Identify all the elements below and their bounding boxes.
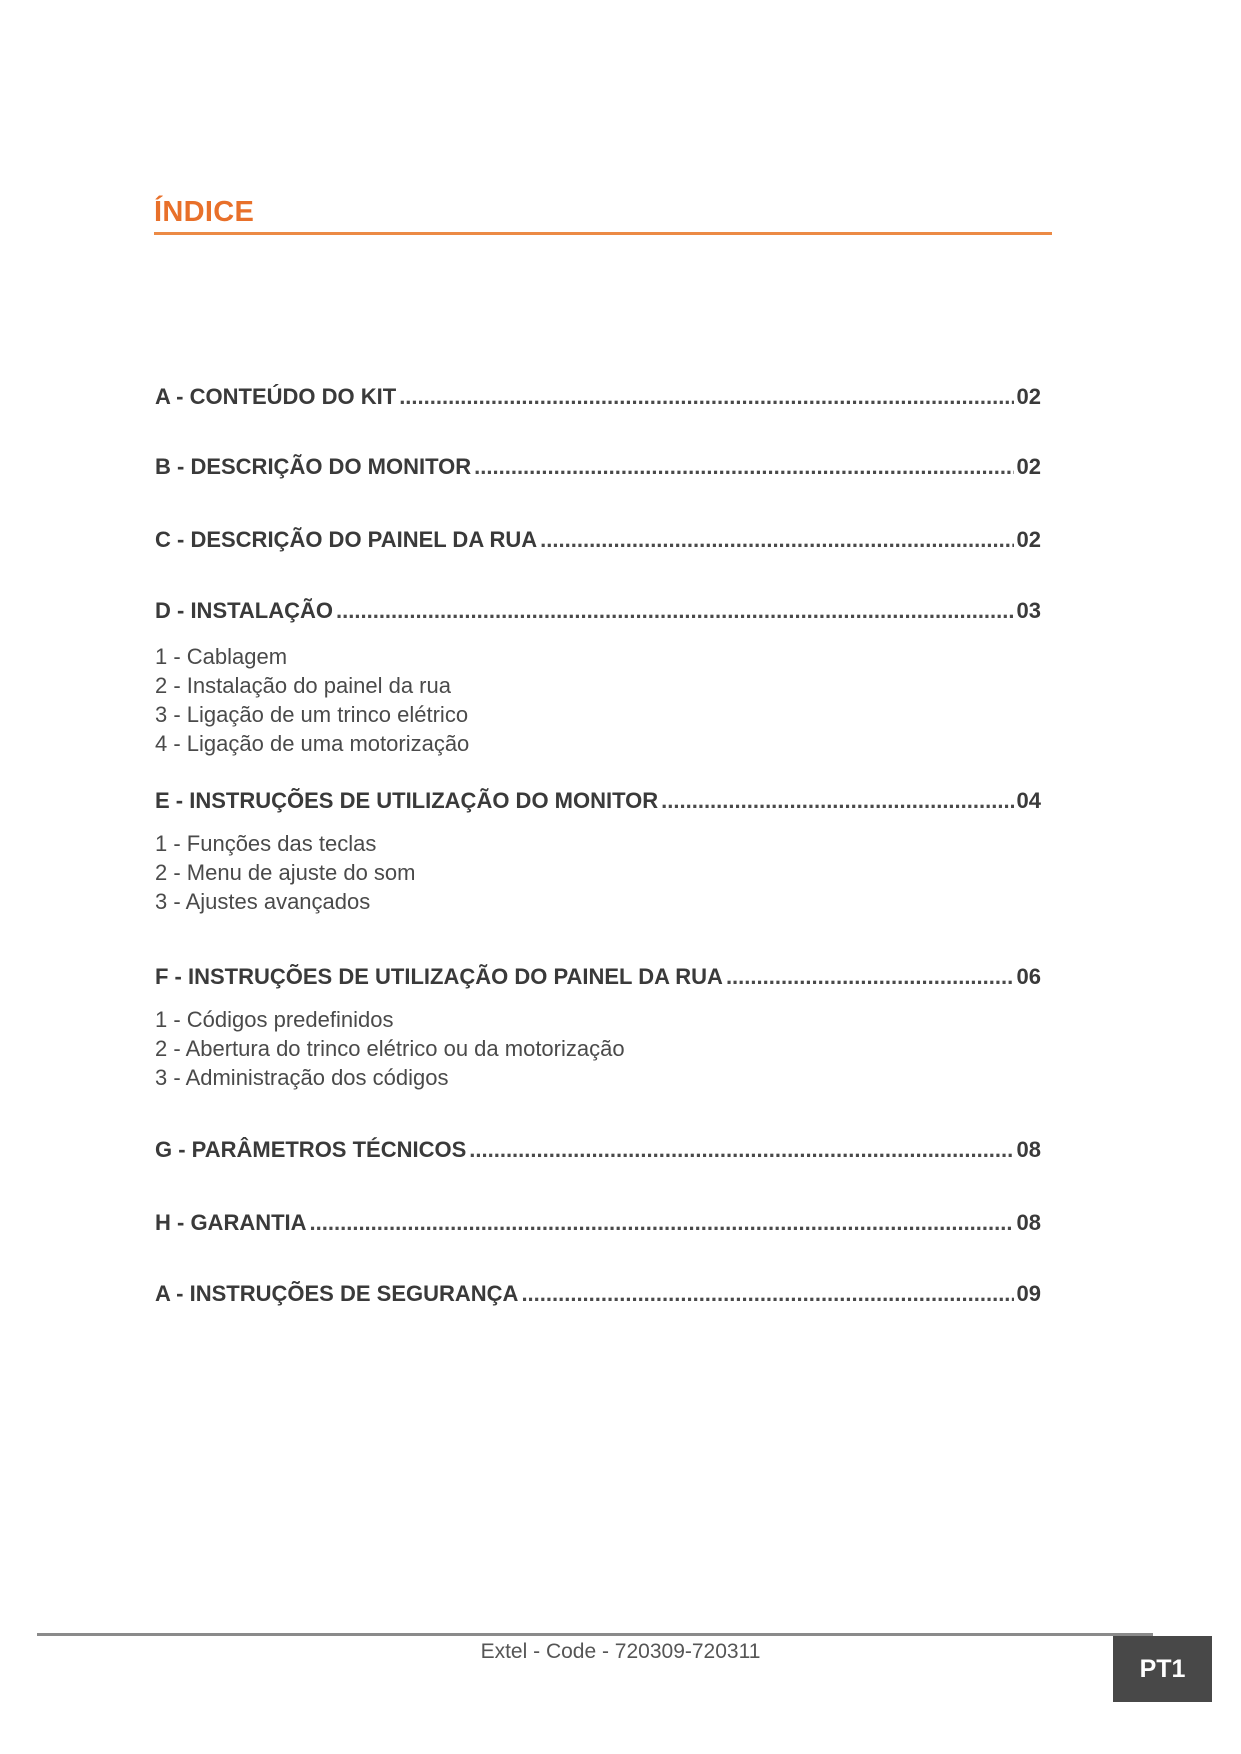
toc-entry-h[interactable] [155, 1209, 1041, 1237]
toc-subitem[interactable]: 3 - Ajustes avançados [155, 889, 371, 914]
toc-entry-label: E - INSTRUÇÕES DE UTILIZAÇÃO DO MONITOR [155, 788, 659, 813]
toc-entry-page: 03 [1016, 598, 1041, 623]
toc-entry-page: 06 [1016, 964, 1041, 989]
footer-code: Extel - Code - 720309-720311 [480, 1640, 761, 1663]
toc-entry-page: 08 [1016, 1137, 1041, 1162]
toc-entry-e[interactable] [155, 787, 1041, 815]
toc-subitem[interactable]: 1 - Funções das teclas [155, 831, 377, 856]
toc-subitem[interactable]: 1 - Códigos predefinidos [155, 1007, 394, 1032]
toc-leader-dots [521, 1280, 1013, 1308]
toc-subitem[interactable]: 3 - Ligação de um trinco elétrico [155, 702, 469, 727]
toc-entry-page: 08 [1016, 1210, 1041, 1235]
toc-leader-dots [726, 963, 1014, 991]
toc-entry-page: 09 [1016, 1281, 1041, 1306]
toc-entry-label: D - INSTALAÇÃO [155, 598, 334, 623]
toc-entry-label: H - GARANTIA [155, 1210, 307, 1235]
toc-subitem[interactable]: 4 - Ligação de uma motorização [155, 731, 470, 756]
toc-entry-label: F - INSTRUÇÕES DE UTILIZAÇÃO DO PAINEL DA RUA [155, 964, 723, 989]
toc-leader-dots [336, 597, 1013, 625]
page-title: ÍNDICE [154, 196, 255, 228]
toc-leader-dots [469, 1136, 1013, 1164]
toc-leader-dots [310, 1209, 1014, 1237]
toc-entry-b[interactable] [155, 453, 1041, 481]
footer-divider [37, 1633, 1153, 1636]
toc-entry-page: 04 [1016, 788, 1041, 813]
toc-leader-dots [540, 526, 1013, 554]
toc-entry-label: A - INSTRUÇÕES DE SEGURANÇA [155, 1281, 519, 1306]
title-divider [154, 232, 1052, 235]
toc-entry-label: A - CONTEÚDO DO KIT [155, 384, 397, 409]
toc-leader-dots [399, 383, 1013, 411]
toc-entry-label: G - PARÂMETROS TÉCNICOS [155, 1137, 467, 1162]
toc-entry-safety[interactable] [155, 1280, 1041, 1308]
toc-entry-page: 02 [1016, 454, 1041, 479]
toc-entry-g[interactable] [155, 1136, 1041, 1164]
toc-entry-a[interactable] [155, 383, 1041, 411]
toc-entry-f[interactable] [155, 963, 1041, 991]
toc-leader-dots [474, 453, 1013, 481]
toc-entry-label: B - DESCRIÇÃO DO MONITOR [155, 454, 472, 479]
page-number-tab: PT1 [1113, 1636, 1212, 1702]
toc-subitem[interactable]: 1 - Cablagem [155, 644, 288, 669]
toc-entry-c[interactable] [155, 526, 1041, 554]
toc-entry-page: 02 [1016, 527, 1041, 552]
toc-subitem[interactable]: 2 - Abertura do trinco elétrico ou da motorização [155, 1036, 625, 1061]
toc-entry-page: 02 [1016, 384, 1041, 409]
toc-subitem[interactable]: 2 - Menu de ajuste do som [155, 860, 416, 885]
toc-subitem[interactable]: 3 - Administração dos códigos [155, 1065, 449, 1090]
toc-entry-label: C - DESCRIÇÃO DO PAINEL DA RUA [155, 527, 538, 552]
toc-leader-dots [661, 787, 1013, 815]
toc-entry-d[interactable] [155, 597, 1041, 625]
toc-subitem[interactable]: 2 - Instalação do painel da rua [155, 673, 451, 698]
